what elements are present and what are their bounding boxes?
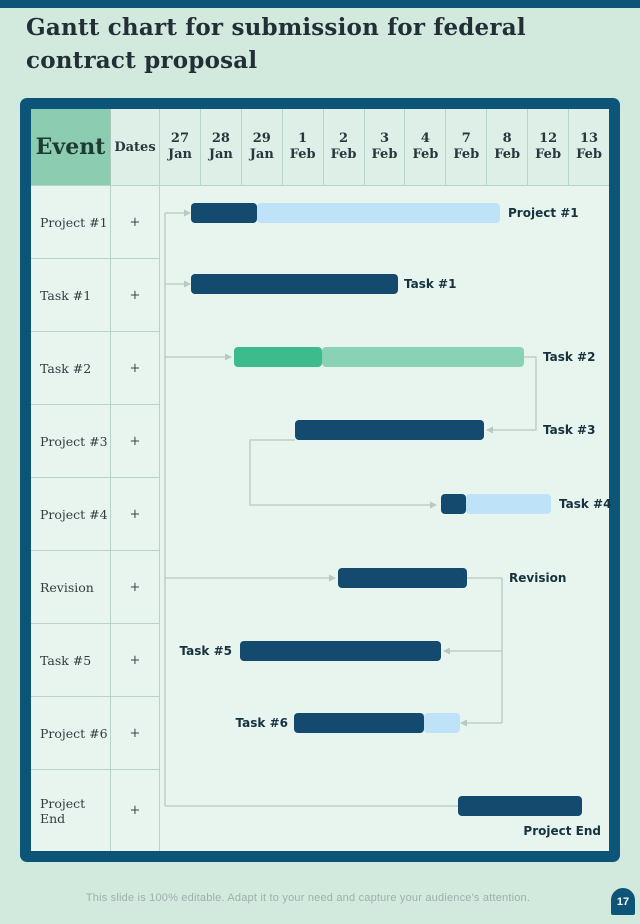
event-label: Project #1 xyxy=(31,186,111,259)
date-month: Feb xyxy=(289,147,316,162)
chart-area xyxy=(160,332,609,405)
bar-label-revision: Revision xyxy=(509,571,567,585)
expand-plus-button[interactable]: + xyxy=(111,478,160,551)
bar-label-project-1: Project #1 xyxy=(508,206,579,220)
gantt-bar-task-1[interactable] xyxy=(191,274,398,294)
event-label: Revision xyxy=(31,551,111,624)
page-number-badge: 17 xyxy=(611,888,635,915)
bar-label-task-5: Task #5 xyxy=(179,644,232,658)
gantt-bar-task-4-done[interactable] xyxy=(441,494,466,514)
event-label: Task #5 xyxy=(31,624,111,697)
gantt-table xyxy=(31,109,612,851)
expand-plus-button[interactable]: + xyxy=(111,259,160,332)
table-row xyxy=(31,405,609,478)
date-day: 3 xyxy=(379,130,389,146)
date-day: 7 xyxy=(461,130,471,146)
event-label: Project #3 xyxy=(31,405,111,478)
date-day: 28 xyxy=(211,130,230,146)
expand-plus-button[interactable]: + xyxy=(111,624,160,697)
table-header-row xyxy=(31,109,609,186)
date-day: 4 xyxy=(420,130,430,146)
bar-label-task-6: Task #6 xyxy=(235,716,288,730)
event-label: Task #2 xyxy=(31,332,111,405)
page-title: Gantt chart for submission for federal contract proposal xyxy=(26,14,526,74)
date-day: 8 xyxy=(502,130,512,146)
date-month: Feb xyxy=(371,147,398,162)
date-day: 1 xyxy=(298,130,308,146)
date-day: 27 xyxy=(170,130,189,146)
table-row xyxy=(31,332,609,405)
gantt-bar-task-6-done[interactable] xyxy=(294,713,424,733)
expand-plus-button[interactable]: + xyxy=(111,186,160,259)
gantt-bar-task-2-done[interactable] xyxy=(234,347,322,367)
date-month: Feb xyxy=(330,147,357,162)
date-month: Feb xyxy=(535,147,562,162)
event-label: Project #6 xyxy=(31,697,111,770)
event-label: Task #1 xyxy=(31,259,111,332)
chart-area xyxy=(160,697,609,770)
date-month: Jan xyxy=(167,147,192,162)
date-day: 2 xyxy=(339,130,349,146)
expand-plus-button[interactable]: + xyxy=(111,405,160,478)
date-header-cell xyxy=(201,109,242,185)
date-header-cell xyxy=(160,109,201,185)
slide-frame xyxy=(20,98,620,862)
event-label: Project End xyxy=(31,770,111,851)
gantt-bar-task-3[interactable] xyxy=(295,420,484,440)
date-month: Feb xyxy=(576,147,602,162)
date-day: 13 xyxy=(579,130,599,146)
table-row xyxy=(31,551,609,624)
date-month: Feb xyxy=(494,147,521,162)
dates-header-cell: Dates xyxy=(111,109,160,185)
date-day: 29 xyxy=(252,130,271,146)
gantt-bar-project-end[interactable] xyxy=(458,796,582,816)
bar-label-project-end: Project End xyxy=(523,824,601,838)
date-month: Jan xyxy=(249,147,274,162)
date-month: Jan xyxy=(208,147,233,162)
date-header-cell xyxy=(405,109,446,185)
bar-label-task-3: Task #3 xyxy=(543,423,596,437)
event-header-cell: Event xyxy=(31,109,111,185)
date-header-cell xyxy=(324,109,365,185)
expand-plus-button[interactable]: + xyxy=(111,332,160,405)
table-row xyxy=(31,697,609,770)
date-day: 12 xyxy=(539,130,558,146)
chart-area xyxy=(160,478,612,551)
chart-area xyxy=(160,259,609,332)
gantt-bar-project-1-remaining[interactable] xyxy=(257,203,500,223)
top-accent-bar xyxy=(0,0,640,8)
bar-label-task-2: Task #2 xyxy=(543,350,596,364)
expand-plus-button[interactable]: + xyxy=(111,551,160,624)
expand-plus-button[interactable]: + xyxy=(111,770,160,851)
date-month: Feb xyxy=(412,147,439,162)
gantt-bar-revision[interactable] xyxy=(338,568,467,588)
footer-note: This slide is 100% editable. Adapt it to your need and capture your audience's attention. xyxy=(85,892,531,904)
date-header-cell xyxy=(569,109,609,185)
date-header-cell xyxy=(283,109,324,185)
date-header-cell xyxy=(528,109,569,185)
bar-label-task-1: Task #1 xyxy=(404,277,457,291)
table-row xyxy=(31,478,612,551)
date-month: Feb xyxy=(453,147,480,162)
date-header-cell xyxy=(365,109,406,185)
gantt-bar-task-6-remaining[interactable] xyxy=(424,713,460,733)
gantt-bar-task-2-remaining[interactable] xyxy=(322,347,524,367)
gantt-bar-task-4-remaining[interactable] xyxy=(466,494,551,514)
date-header-cell xyxy=(487,109,528,185)
table-row xyxy=(31,259,609,332)
date-header-cell xyxy=(242,109,283,185)
gantt-bar-project-1-done[interactable] xyxy=(191,203,257,223)
expand-plus-button[interactable]: + xyxy=(111,697,160,770)
date-header-cell xyxy=(446,109,487,185)
chart-area xyxy=(160,405,609,478)
bar-label-task-4: Task #4 xyxy=(559,497,612,511)
gantt-bar-task-5[interactable] xyxy=(240,641,441,661)
event-label: Project #4 xyxy=(31,478,111,551)
